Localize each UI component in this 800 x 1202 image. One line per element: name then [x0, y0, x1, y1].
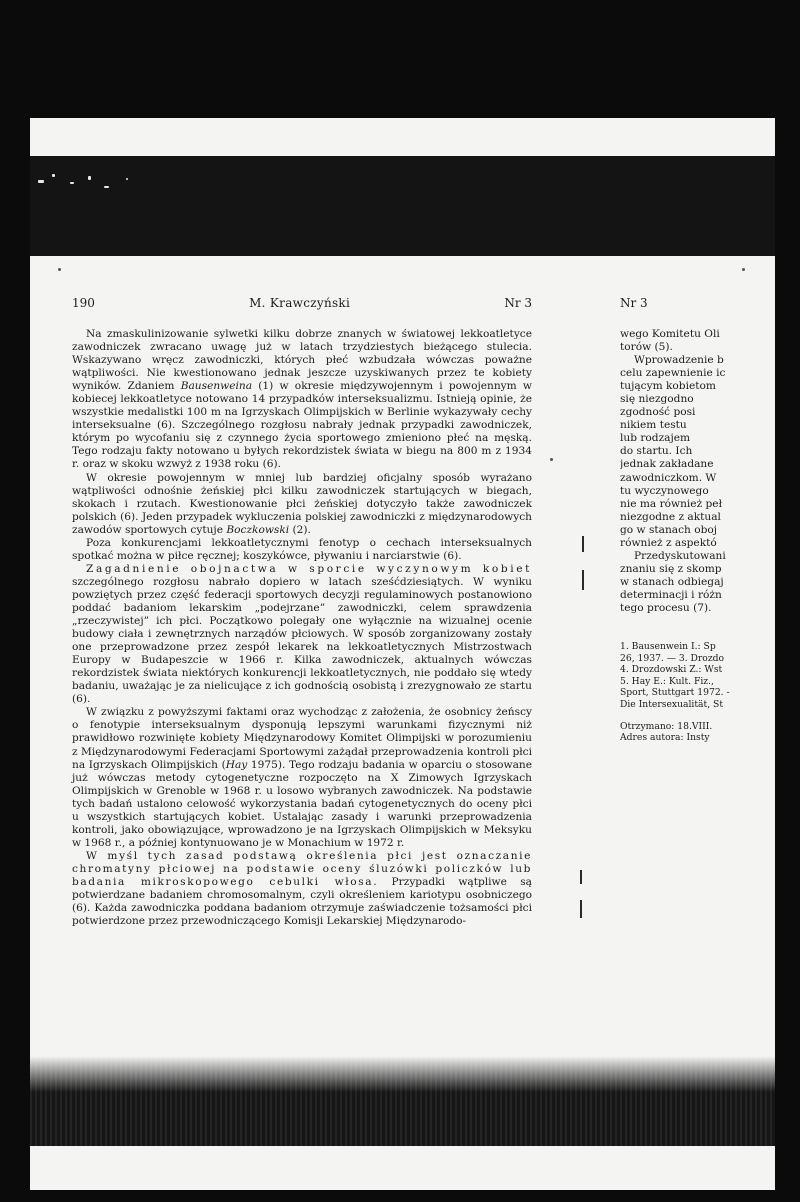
text-run: Na zmaskulinizowanie sylwetki kilku dobrze znanych w światowej lekkoatletyce zawodniczek zwracano uwagę już w latach trzydziestych bieżącego stulecia. Wskazywano wręcz zawodniczki, których płeć wzbudzała wówczas poważne wątpliwości. Nie kwestionowano jednak jeszcze uzyskiwanych przez te kobiety wyników. Zdaniem — [72, 328, 532, 393]
gutter-mark — [580, 870, 582, 884]
right-text-line: jednak zakładane — [620, 458, 714, 471]
text-run: W okresie powojennym w mniej lub bardziej oficjalny sposób wyrażano wątpliwości odnośnie żeńskiej płci kilku zawodniczek startujących w biegach, skokach i rzutach. Kwestionowanie płci żeńskiej dotyczyło także zawodniczek polskich (6). Jeden przypadek wykluczenia polskiej zawodniczki z międzynarodowych zawodów sportowych cytuje — [72, 471, 532, 536]
right-block-b — [620, 354, 775, 550]
right-text-line: determinacji i różn — [620, 588, 722, 601]
right-issue-number: Nr 3 — [620, 296, 648, 310]
right-text-line: się niezgodno — [620, 393, 694, 406]
right-text-line: również z aspektó — [620, 536, 717, 549]
right-text-line: celu zapewnienie ic — [620, 367, 726, 380]
paragraph — [72, 850, 532, 928]
scanned-sheet — [30, 118, 775, 1190]
cited-author: Boczkowski — [226, 523, 290, 536]
right-text-line: do startu. Ich — [620, 445, 693, 458]
text-run: Poza konkurencjami lekkoatletycznymi fenotyp o cechach interseksualnych spotkać można w piłce ręcznej; koszykówce, pływaniu i narciarstwie (6). — [72, 536, 532, 562]
footnote-line: 26, 1937. — 3. Drozdo — [620, 652, 725, 664]
paragraph — [72, 537, 532, 563]
right-text-line: w stanach odbiegaj — [620, 575, 724, 588]
gutter-mark — [580, 900, 582, 918]
right-text-line: Wprowadzenie b — [634, 354, 724, 367]
right-page-fragment — [620, 296, 775, 744]
author-address: Adres autora: Insty — [620, 732, 710, 744]
issue-number: Nr 3 — [504, 296, 532, 310]
right-text-line: nikiem testu — [620, 419, 687, 432]
right-block-c — [620, 550, 775, 615]
paragraph — [72, 328, 532, 472]
text-run: W związku z powyższymi faktami oraz wychodząc z założenia, że osobnicy żeńscy o fenotypie interseksualnym dysponują lepszymi warunkami fizycznymi niż prawidłowo rozwinięte kobiety Międzynarodowy Komitet Olimpijski w porozumieniu z Międzynarodowymi Federacjami Sportowymi zażądał przeprowadzenia kontroli płci na Igrzyskach Olimpijskich ( — [72, 706, 532, 771]
spaced-emphasis: Zagadnienie obojnactwa w sporcie wyczynowym kobiet — [86, 562, 532, 575]
text-run: (2). — [289, 523, 311, 536]
footnote-line: Die Intersexualität, St — [620, 699, 724, 710]
right-text-line: go w stanach oboj — [620, 523, 718, 536]
cited-author: Bausenweina — [180, 380, 253, 393]
text-run: szczególnego rozgłosu nabrało dopiero w latach sześćdziesiątych. W wyniku powziętych przez część federacji sportowych decyzji regulaminowych postanowiono poddać badaniom lekarskim „podejrzane” zawodniczki, celem sprawdzenia „rzeczywistej” ich płci. Początkowo polegały one wyłącznie na wizualnej ocenie budowy ciała i zewnętrznych narządów płciowych. W sposób zorganizowany zostały one przeprowadzone przez zespół lekarek na lekkoatletycznych Mistrzostwach Europy w Budapeszcie w 1966 r. Kilka zawodniczek, aktualnych wówczas rekordzistek świata niektórych konkurencji lekkoatletycznych, nie poddało się wtedy badaniu, uważając je za nielicujące z ich godnością osobistą i zrezygnowało ze startu (6). — [72, 575, 532, 706]
cited-author: Hay — [225, 758, 248, 771]
text-run: 1975). Tego rodzaju badania w oparciu o stosowane już wówczas metody cytogenetyczne rozpoczęto na X Zimowych Igrzyskach Olimpijskich w Grenoble w 1968 r. u losowo wybranych zawodniczek. Na podstawie tych badań ustalono celowość wykorzystania badań cytogenetycznych do oceny płci u wszystkich startujących kobiet. Ustalając zasady i warunki przeprowadzenia kontroli, jako obowiązujące, wprowadzono je na Igrzyskach Olimpijskich w Meksyku w 1968 r., a później kontynuowano je w Monachium w 1972 r. — [72, 758, 533, 849]
footnote-line: Sport, Stuttgart 1972. - — [620, 687, 730, 699]
page-number: 190 — [72, 296, 95, 310]
footnote-line: 5. Hay E.: Kult. Fiz., — [620, 675, 714, 687]
right-text-line: Przedyskutowani — [634, 549, 726, 562]
right-text-line: niezgodne z aktual — [620, 510, 721, 523]
right-text-line: torów (5). — [620, 341, 673, 354]
scan-dark-band-top — [30, 156, 775, 256]
right-text-line: tu wyczynowego — [620, 484, 709, 497]
received-date: Otrzymano: 18.VIII. — [620, 720, 713, 732]
right-text-line: wego Komitetu Oli — [620, 328, 720, 340]
right-block-a — [620, 328, 775, 354]
right-text-line: zgodność posi — [620, 406, 696, 419]
text-run: (1) w okresie międzywojennym i powojennym w kobiecej lekkoatletyce notowano 14 przypadków interseksualizmu. Istnieją opinie, że wszystkie medalistki 100 m na Igrzyskach Olimpijskich w Berlinie wykazywały cechy interseksualne (6). Szczególnego rozgłosu nabrały jednak przypadki zawodniczek, którym po wycofaniu się z czynnego życia sportowego zmieniono płeć na męską. Tego rodzaju fakty notowano u byłych rekordzistek świata w biegu na 800 m z 1934 r. oraz w skoku wzwyż z 1938 roku (6). — [72, 380, 532, 471]
article-body — [72, 328, 532, 928]
paragraph — [72, 706, 532, 850]
right-text-line: tującym kobietom — [620, 380, 716, 393]
text-run: Przypadki wątpliwe są potwierdzane badaniem chromosomalnym, czyli określeniem kariotypu osobniczego (6). Każda zawodniczka poddana badaniom otrzymuje zaświadczenie tożsamości płci potwierdzone przez przewodniczącego Komisji Lekarskiej Międzynarodo- — [72, 875, 532, 928]
left-page — [72, 296, 532, 928]
scan-dot — [550, 458, 553, 461]
gutter-mark — [582, 536, 584, 552]
footnotes — [620, 641, 775, 711]
right-text-line: lub rodzajem — [620, 432, 691, 445]
scan-dark-band-bottom — [30, 1056, 775, 1146]
scan-dot — [742, 268, 745, 271]
spaced-emphasis: W myśl tych zasad podstawą określenia płci jest oznaczanie chromatyny płciowej na podstawie oceny śluzówki policzków lub badania mikroskopowego cebulki włosa. — [72, 849, 532, 888]
gutter-mark — [582, 570, 584, 590]
paragraph — [72, 563, 532, 707]
right-text-line: nie ma również peł — [620, 497, 723, 510]
footnote-line: 4. Drozdowski Z.: Wst — [620, 664, 723, 676]
running-head-author: M. Krawczyński — [249, 296, 351, 310]
right-text-line: znaniu się z skomp — [620, 562, 722, 575]
paragraph — [72, 472, 532, 537]
scan-dot — [58, 268, 61, 271]
running-head — [72, 296, 532, 310]
right-text-line: zawodniczkom. W — [620, 471, 717, 484]
right-text-line: tego procesu (7). — [620, 601, 712, 614]
footnote-line: 1. Bausenwein I.: Sp — [620, 641, 716, 653]
